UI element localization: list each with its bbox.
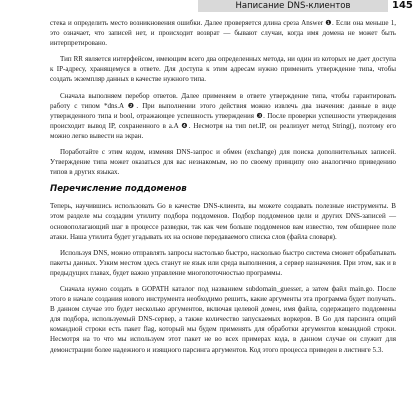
paragraph: Тип RR является интерфейсом, имеющим всего два определенных метода, ни один из которых не дает доступа к IP-адресу, хранящемуся в ответе. Для доступа к этим адресам нужно применить утверждение типа, чтобы создать экземпляр данных в качестве нужного типа. bbox=[50, 55, 396, 84]
running-header-title: Написание DNS-клиентов bbox=[198, 0, 388, 12]
section-heading: Перечисление поддоменов bbox=[50, 184, 187, 195]
paragraph: Сначала выполняем перебор ответов. Далее применяем в ответе утверждение типа, чтобы гарантировать работу с типом *dns.A ❷. При выполнении этого действия можно извлечь два значения: данные в виде утвержденного типа и bool, отражающее успешность утверждения ❸. После проверки успешности утверждения происходит вывод IP, сохраненного в a.A ❹. Несмотря на тип net.IP, он реализует метод String(), поэтому его можно легко вывести на экран. bbox=[50, 91, 396, 140]
paragraph: Поработайте с этим кодом, изменяя DNS-запрос и обмен (exchange) для поиска дополнительных записей. Утверждение типа может оказаться для вас незнакомым, но по своему принципу оно аналогично приведению типов в других языках. bbox=[50, 148, 396, 177]
paragraph: Используя DNS, можно отправлять запросы настолько быстро, насколько быстро система сможет обрабатывать пакеты данных. Узким местом здесь станут не язык или среда выполнения, а сервер назначения. При этом, как и в предыдущих главах, будет важно управление многопоточностью программы. bbox=[50, 248, 396, 277]
page-body bbox=[50, 18, 396, 361]
paragraph: стека и определить место возникновения ошибки. Далее проверяется длина среза Answer ❶. Если она меньше 1, это означает, что записей нет, и происходит возврат — бывают случаи, когда имя домена не может быть интерпретировано. bbox=[50, 19, 396, 48]
paragraph: Теперь, научившись использовать Go в качестве DNS-клиента, вы можете создавать полезные инструменты. В этом разделе мы создадим утилиту подбора поддоменов. Подбор поддоменов цели и других DNS-записей — основополагающий шаг в процессе разведки, так как чем больше поддоменов вам известно, тем обширнее поле атаки. Наша утилита будет угадывать их на основе передаваемого списка слов (файла словаря). bbox=[50, 202, 396, 241]
paragraph: Сначала нужно создать в GOPATH каталог под названием subdomain_guesser, а затем файл main.go. После этого в начале создания нового инструмента необходимо решить, какие аргументы эта программа будет получать. В данном случае это будет несколько аргументов, включая целевой домен, имя файла, содержащего поддомены для подбора, используемый DNS-сервер, а также количество запускаемых воркеров. В Go для парсинга опций командной строки есть пакет flag, который мы будем применять для обработки аргументов командной строки. Несмотря на то что мы используем этот пакет не во всех примерах кода, в данном случае он служит для демонстрации более надежного и изящного парсинга аргументов. Код этого процесса приведен в листинге 5.3. bbox=[50, 284, 396, 354]
running-header bbox=[0, 0, 420, 14]
page-number: 145 bbox=[392, 0, 413, 11]
